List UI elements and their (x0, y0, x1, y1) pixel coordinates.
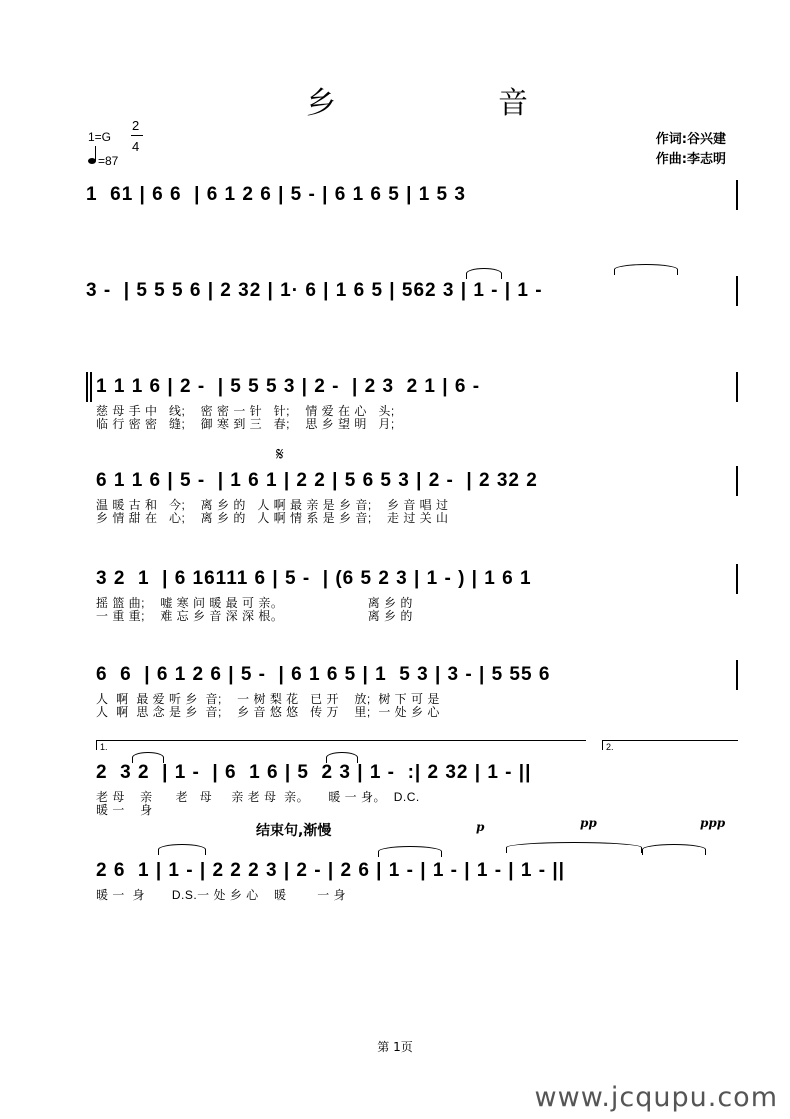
bar-line (736, 660, 738, 690)
note-stem-icon (95, 146, 96, 161)
lyricist: 作词:谷兴建 (655, 132, 726, 147)
score-row-2 (86, 276, 742, 316)
lyric-line-1: 摇 篮 曲; 嘘 寒 问 暖 最 可 亲。 离 乡 的 (96, 596, 413, 610)
time-sig-top: 2 (132, 118, 140, 133)
notes: 2 6 1 | 1 - | 2 2 2 3 | 2 - | 2 6 | 1 - | 1 - | 1 - | 1 - || (96, 860, 565, 881)
score-row-8 (86, 856, 742, 906)
bar-line (736, 276, 738, 306)
repeat-bar-line (90, 372, 92, 402)
notes: 1 61 | 6 6 | 6 1 2 6 | 5 - | 6 1 6 5 | 1 5 3 (86, 184, 466, 205)
lyric-line-1: 慈 母 手 中 线; 密 密 一 针 针; 情 爱 在 心 头; (96, 404, 395, 418)
volta-1-label: 1. (100, 742, 108, 752)
lyric-line-1: 温 暖 古 和 今; 离 乡 的 人 啊 最 亲 是 乡 音; 乡 音 唱 过 (96, 498, 449, 512)
notes: 2 3 2 | 1 - | 6 1 6 | 5 2 3 | 1 - :| 2 32 | 1 - || (96, 762, 532, 783)
lyric-line-1: 人 啊 最 爱 听 乡 音; 一 树 梨 花 已 开 放; 树 下 可 是 (96, 692, 440, 706)
volta-1-bracket (96, 740, 586, 741)
repeat-bar-line (86, 372, 88, 402)
slur (506, 842, 642, 853)
notes: 1 1 1 6 | 2 - | 5 5 5 3 | 2 - | 2 3 2 1 | 6 - (96, 376, 481, 397)
dynamic-p: p (476, 820, 485, 834)
notes: 3 - | 5 5 5 6 | 2 32 | 1· 6 | 1 6 5 | 562 3 | 1 - | 1 - (86, 280, 543, 301)
notes: 6 6 | 6 1 2 6 | 5 - | 6 1 6 5 | 1 5 3 | 3 - | 5 55 6 (96, 664, 551, 685)
volta-1-hook (96, 740, 97, 750)
coda-instruction: 结束句,渐慢 (256, 823, 332, 839)
bar-line (736, 466, 738, 496)
slur (158, 844, 206, 855)
slur (378, 846, 442, 857)
key-signature: 1=G (88, 130, 112, 144)
tempo: =87 (98, 154, 119, 168)
watermark: www.jcqupu.com (534, 1082, 778, 1113)
title-char-1: 乡 (306, 86, 336, 121)
volta-2-label: 2. (606, 742, 614, 752)
bar-line (736, 372, 738, 402)
score-row-5 (86, 564, 742, 624)
lyric-line-2: 乡 情 甜 在 心; 离 乡 的 人 啊 情 系 是 乡 音; 走 过 关 山 (96, 511, 449, 525)
title-char-2: 音 (498, 86, 528, 121)
score-row-6 (86, 660, 742, 720)
notes: 3 2 1 | 6 16111 6 | 5 - | (6 5 2 3 | 1 - ) | 1 6 1 (96, 568, 532, 589)
volta-2-hook (602, 740, 603, 750)
lyric-line-2: 一 重 重; 难 忘 乡 音 深 深 根。 离 乡 的 (96, 609, 413, 623)
score-row-3 (86, 372, 742, 432)
dynamic-ppp: ppp (700, 816, 726, 830)
lyric-line-2: 人 啊 思 念 是 乡 音; 乡 音 悠 悠 传 万 里; 一 处 乡 心 (96, 705, 440, 719)
dynamic-pp: pp (580, 816, 597, 830)
bar-line (736, 564, 738, 594)
score-row-4 (86, 444, 742, 526)
lyric-line-2: 暖 一 身 (96, 803, 153, 817)
notes: 6 1 1 6 | 5 - | 1 6 1 | 2 2 | 5 6 5 3 | 2 - | 2 32 2 (96, 470, 538, 491)
time-sig-bottom: 4 (132, 139, 140, 154)
slur (642, 844, 706, 855)
lyric-line-1: 暖 一 身 D.S.一 处 乡 心 暖 一 身 (96, 888, 347, 902)
lyric-line-1: 老 母 亲 老 母 亲 老 母 亲。 暖 一 身。 D.C. (96, 790, 420, 804)
lyric-line-2: 临 行 密 密 缝; 御 寒 到 三 春; 思 乡 望 明 月; (96, 417, 395, 431)
bar-line (736, 180, 738, 210)
segno-sign: 𝄋 (276, 444, 284, 464)
score-row-1 (86, 180, 742, 220)
time-sig-line (131, 135, 143, 136)
slur (614, 264, 678, 275)
volta-2-bracket (602, 740, 738, 741)
slur (466, 268, 502, 279)
score-row-7 (86, 742, 742, 818)
composer: 作曲:李志明 (655, 152, 726, 167)
page-number: 第 1页 (377, 1040, 413, 1054)
